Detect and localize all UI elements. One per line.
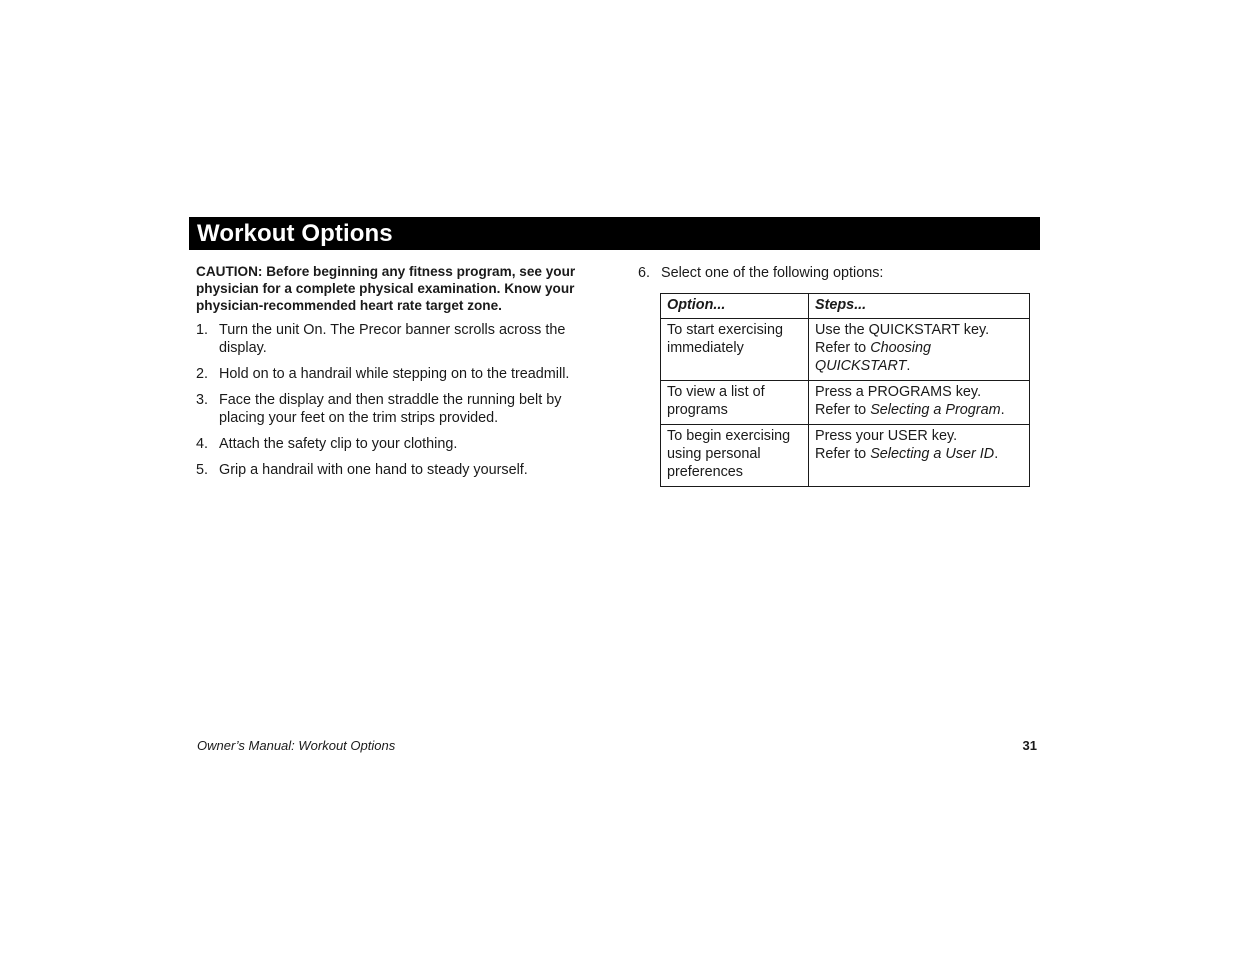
footer-running-title: Owner’s Manual: Workout Options (197, 738, 396, 753)
list-item (196, 391, 606, 427)
step-text: Turn the unit On. The Precor banner scrolls across the display. (219, 322, 566, 356)
table-row (661, 381, 1030, 425)
step-text: Hold on to a handrail while stepping on to the treadmill. (219, 366, 570, 382)
step-six (638, 264, 1028, 282)
steps-cell (809, 425, 1030, 487)
step-instruction: Press a PROGRAMS key. (815, 384, 982, 400)
section-title-bar (189, 217, 1040, 250)
step-number: 2. (196, 366, 209, 382)
step-text: Attach the safety clip to your clothing. (219, 436, 458, 452)
option-cell: To start exercising immediately (661, 319, 809, 381)
table-row (661, 425, 1030, 487)
page-number: 31 (1022, 738, 1037, 753)
list-item (196, 321, 606, 357)
refer-prefix: Refer to (815, 340, 871, 356)
refer-title: Selecting a Program (870, 402, 1001, 418)
step-number: 3. (196, 392, 209, 408)
refer-prefix: Refer to (815, 402, 871, 418)
steps-cell (809, 381, 1030, 425)
refer-prefix: Refer to (815, 446, 871, 462)
step-text: Face the display and then straddle the running belt by placing your feet on the trim strips provided. (219, 392, 562, 426)
list-item (196, 461, 606, 479)
table-header-row (661, 294, 1030, 319)
section-title: Workout Options (197, 219, 393, 247)
option-cell: To view a list of programs (661, 381, 809, 425)
table-row (661, 319, 1030, 381)
refer-suffix: . (994, 446, 999, 462)
refer-suffix: . (1000, 402, 1005, 418)
step-text: Select one of the following options: (661, 265, 884, 281)
options-table (660, 293, 1030, 487)
refer-title: Choosing QUICKSTART (815, 340, 932, 374)
step-instruction: Press your USER key. (815, 428, 958, 444)
step-number: 1. (196, 322, 209, 338)
list-item (196, 435, 606, 453)
step-instruction: Use the QUICKSTART key. (815, 322, 990, 338)
list-item (196, 365, 606, 383)
refer-suffix: . (906, 358, 911, 374)
option-cell: To begin exercising using personal preferences (661, 425, 809, 487)
step-text: Grip a handrail with one hand to steady yourself. (219, 462, 528, 478)
steps-cell (809, 319, 1030, 381)
step-number: 5. (196, 462, 209, 478)
refer-title: Selecting a User ID (870, 446, 995, 462)
step-number: 6. (638, 265, 651, 281)
column-header-steps: Steps... (809, 294, 1030, 319)
step-number: 4. (196, 436, 209, 452)
column-header-option: Option... (661, 294, 809, 319)
caution-text: CAUTION: Before beginning any fitness program, see your physician for a complete physical examination. Know your physician-recommended heart rate target zone. (196, 264, 576, 313)
steps-list (196, 321, 606, 487)
